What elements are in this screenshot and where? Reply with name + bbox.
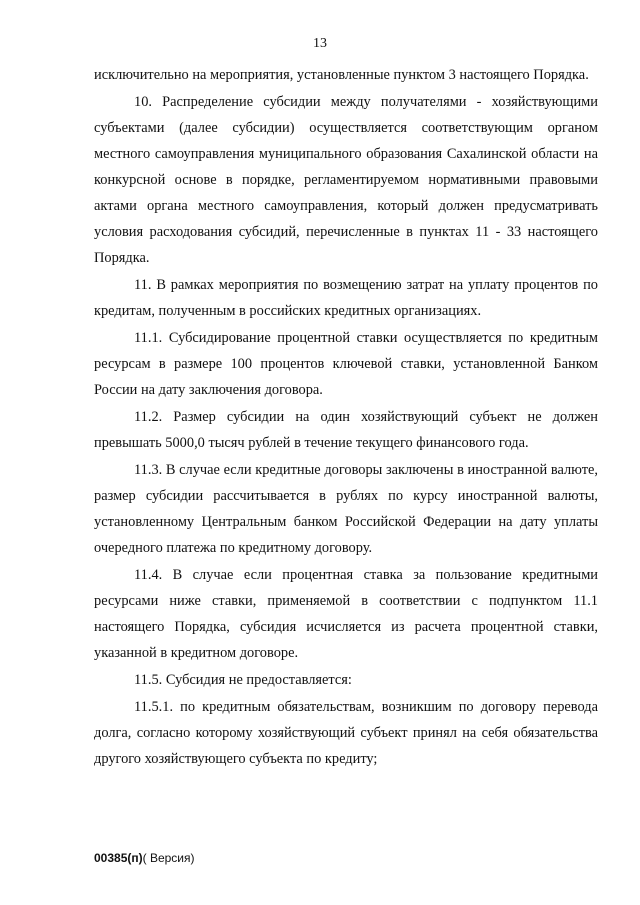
paragraph-continuation: исключительно на мероприятия, установленные пунктом 3 настоящего Порядка. [94,67,589,83]
paragraph-11-2: 11.2. Размер субсидии на один хозяйствующий субъект не должен превышать 5000,0 тысяч рублей в течение текущего финансового года. [94,409,598,451]
paragraph-11: 11. В рамках мероприятия по возмещению затрат на уплату процентов по кредитам, полученным в российских кредитных организациях. [94,277,598,319]
paragraph-11-4: 11.4. В случае если процентная ставка за пользование кредитными ресурсами ниже ставки, применяемой в соответствии с подпунктом 11.1 настоящего Порядка, субсидия исчисляется из расчета процентной ставки, указанной в кредитном договоре. [94,567,598,661]
paragraph-11-5: 11.5. Субсидия не предоставляется: [134,672,352,688]
document-body [94,62,598,773]
footer-document-code: 00385(п) [94,851,143,865]
document-footer [94,851,195,865]
paragraph-11-3: 11.3. В случае если кредитные договоры заключены в иностранной валюте, размер субсидии рассчитывается в рублях по курсу иностранной валюты, установленному Центральным банком Российской Федерации на дату уплаты очередного платежа по кредитному договору. [94,462,598,556]
paragraph-11-5-1: 11.5.1. по кредитным обязательствам, возникшим по договору перевода долга, согласно которому хозяйствующий субъект принял на себя обязательства другого хозяйствующего субъекта по кредиту; [94,699,598,767]
paragraph-10: 10. Распределение субсидии между получателями - хозяйствующими субъектами (далее субсидии) осуществляется соответствующим органом местного самоуправления муниципального образования Сахалинской области на конкурсной основе в порядке, регламентируемом нормативными правовыми актами органа местного самоуправления, который должен предусматривать условия расходования субсидий, перечисленные в пунктах 11 - 33 настоящего Порядка. [94,94,598,266]
page-number: 13 [313,36,327,51]
footer-version: ( Версия) [142,851,195,865]
paragraph-11-1: 11.1. Субсидирование процентной ставки осуществляется по кредитным ресурсам в размере 100 процентов ключевой ставки, установленной Банком России на дату заключения договора. [94,330,598,398]
